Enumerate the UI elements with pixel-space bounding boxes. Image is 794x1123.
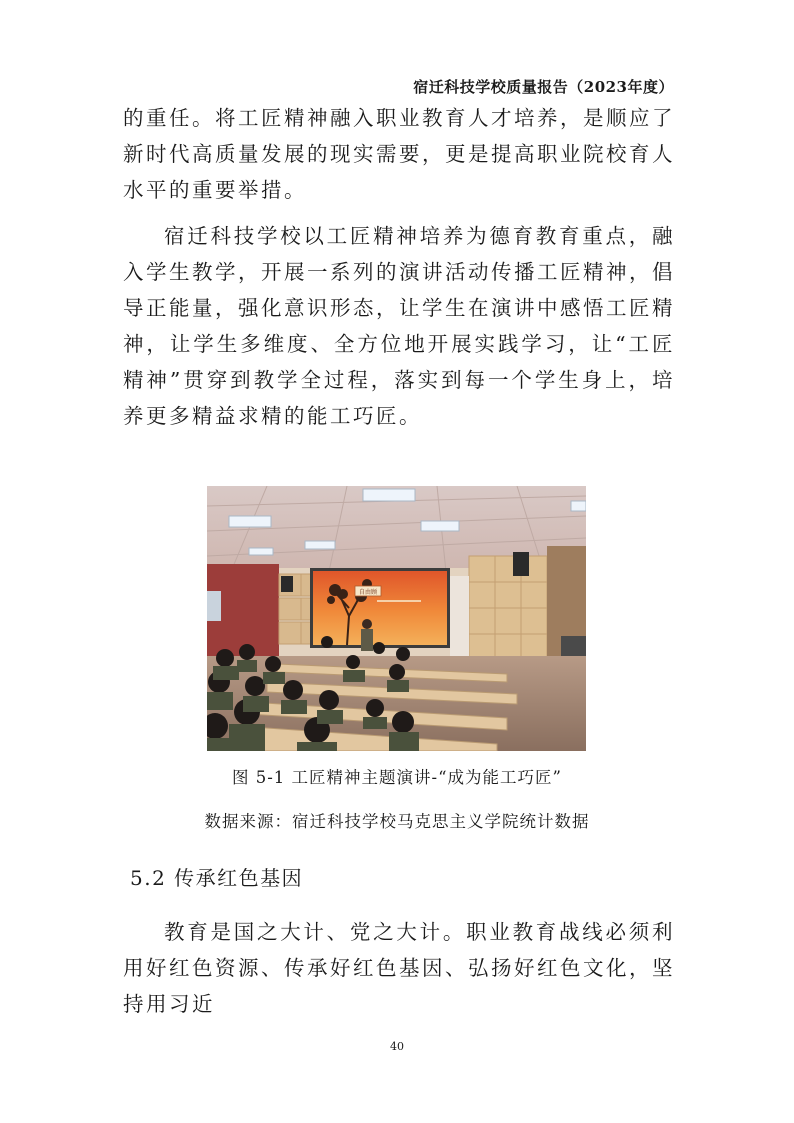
lecture-photo xyxy=(207,486,586,751)
figure-source: 数据来源：宿迁科技学校马克思主义学院统计数据 xyxy=(204,812,590,831)
running-header: 宿迁科技学校质量报告（2023年度） xyxy=(413,78,674,96)
paragraph-red-gene: 教育是国之大计、党之大计。职业教育战线必须利用好红色资源、传承好红色基因、弘扬好红色文化，坚持用习近 xyxy=(123,920,675,1016)
page-number: 40 xyxy=(390,1040,404,1053)
section-heading: 5.2 传承红色基因 xyxy=(130,866,304,890)
screen-label: 自由顾 xyxy=(358,589,378,596)
figure-caption: 图 5-1 工匠精神主题演讲-“成为能工巧匠” xyxy=(231,768,562,787)
paragraph-continuation: 的重任。将工匠精神融入职业教育人才培养，是顺应了新时代高质量发展的现实需要，更是提高职业院校育人水平的重要举措。 xyxy=(123,106,675,202)
paragraph-craftsmanship: 宿迁科技学校以工匠精神培养为德育教育重点，融入学生教学，开展一系列的演讲活动传播工匠精神，倡导正能量，强化意识形态，让学生在演讲中感悟工匠精神，让学生多维度、全方位地开展实践学习，让“工匠精神”贯穿到教学全过程，落实到每一个学生身上，培养更多精益求精的能工巧匠。 xyxy=(123,224,675,428)
